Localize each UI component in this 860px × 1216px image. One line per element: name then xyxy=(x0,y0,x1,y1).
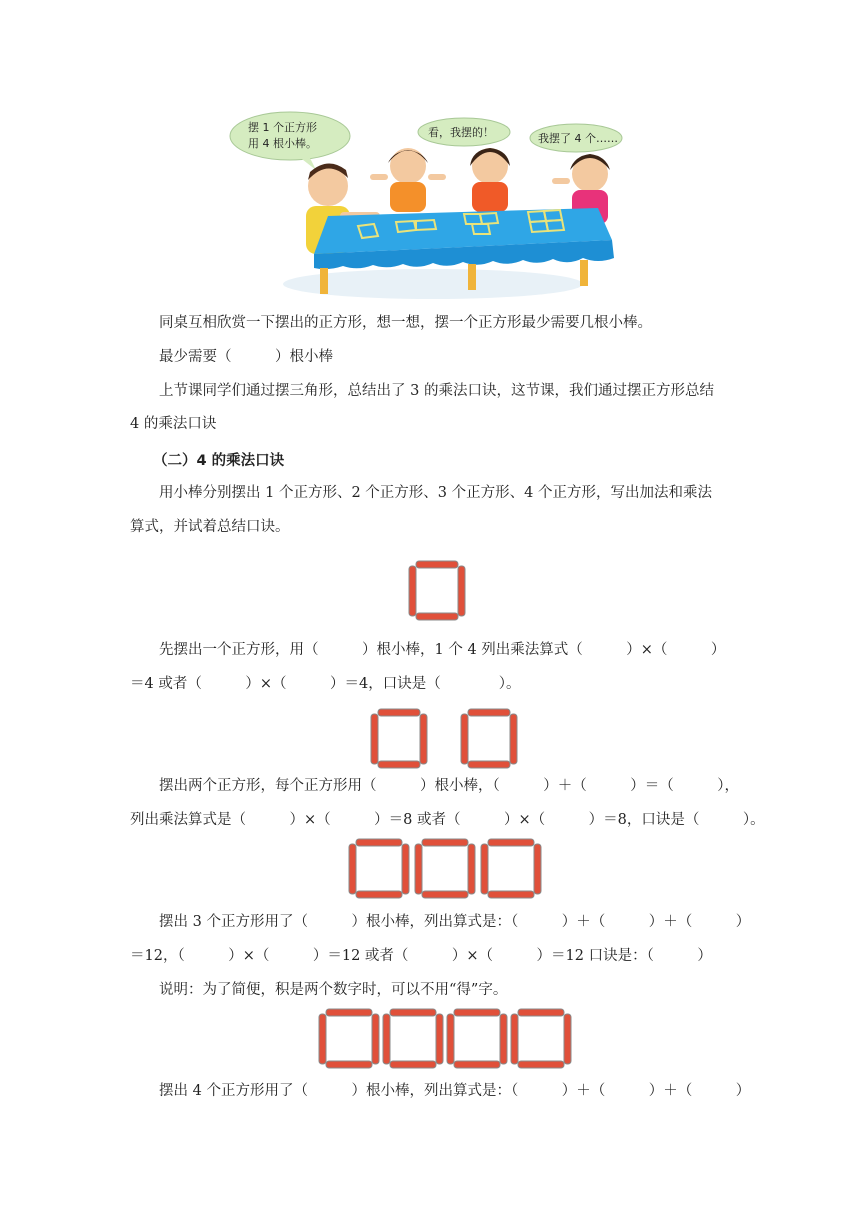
stick-square xyxy=(511,1009,571,1068)
paragraph-4-continued: 算式，并试着总结口诀。 xyxy=(130,519,290,535)
paragraph-5: 先摆出一个正方形，用（ ）根小棒，1 个 4 列出乘法算式（ ）×（ ） xyxy=(159,642,726,658)
bubble-1-line1: 摆 1 个正方形 xyxy=(248,121,317,134)
child-girl-2 xyxy=(470,148,510,212)
bubble-2: 看，我摆的！ xyxy=(428,126,494,139)
paragraph-9: 摆出 4 个正方形用了（ ）根小棒，列出算式是：（ ）＋（ ）＋（ ） xyxy=(159,1083,751,1099)
stick-square xyxy=(481,839,541,898)
speech-bubble-right xyxy=(530,124,622,152)
two-squares-sticks xyxy=(370,708,520,770)
note-paragraph: 说明：为了简便，积是两个数字时，可以不用“得”字。 xyxy=(159,982,508,998)
paragraph-6: 摆出两个正方形，每个正方形用（ ）根小棒，（ ）＋（ ）＝（ ）， xyxy=(159,778,739,794)
stick-square xyxy=(461,709,517,768)
paragraph-3-continued: 4 的乘法口诀 xyxy=(130,416,217,432)
stick-square xyxy=(383,1009,443,1068)
paragraph-3 xyxy=(130,375,735,408)
stick-square xyxy=(371,709,427,768)
paragraph-3-line-1: 上节课同学们通过摆三角形，总结出了 3 的乘法口诀，这节课，我们通过摆正方形总结 xyxy=(159,383,714,399)
stick-square xyxy=(349,839,409,898)
stick-square xyxy=(409,561,465,620)
three-squares-sticks xyxy=(348,838,548,900)
speech-bubble-left xyxy=(230,112,350,170)
bubble-1-line2: 用 4 根小棒。 xyxy=(248,137,317,150)
stick-square xyxy=(447,1009,507,1068)
paragraph-7: 摆出 3 个正方形用了（ ）根小棒，列出算式是：（ ）＋（ ）＋（ ） xyxy=(159,914,751,930)
classroom-illustration xyxy=(228,108,623,304)
paragraph-2: 最少需要（ ）根小棒 xyxy=(159,349,333,365)
stick-square xyxy=(319,1009,379,1068)
one-square-sticks xyxy=(408,560,466,622)
paragraph-1: 同桌互相欣赏一下摆出的正方形，想一想，摆一个正方形最少需要几根小棒。 xyxy=(159,315,652,331)
section-heading: （二）4 的乘法口诀 xyxy=(153,453,285,469)
bubble-3: 我摆了 4 个…… xyxy=(538,132,618,145)
paragraph-6-continued: 列出乘法算式是（ ）×（ ）＝8 或者（ ）×（ ）＝8，口诀是（ ）。 xyxy=(130,812,765,828)
four-squares-sticks xyxy=(318,1008,578,1070)
paragraph-4: 用小棒分别摆出 1 个正方形、2 个正方形、3 个正方形、4 个正方形，写出加法和乘法 xyxy=(159,485,712,501)
stick-square xyxy=(415,839,475,898)
child-girl-1 xyxy=(370,148,446,212)
speech-bubble-middle xyxy=(418,118,510,146)
paragraph-7-continued: ＝12，（ ）×（ ）＝12 或者（ ）×（ ）＝12 口诀是：（ ） xyxy=(130,948,712,964)
paragraph-5-continued: ＝4 或者（ ）×（ ）＝4，口诀是（ ）。 xyxy=(130,676,521,692)
